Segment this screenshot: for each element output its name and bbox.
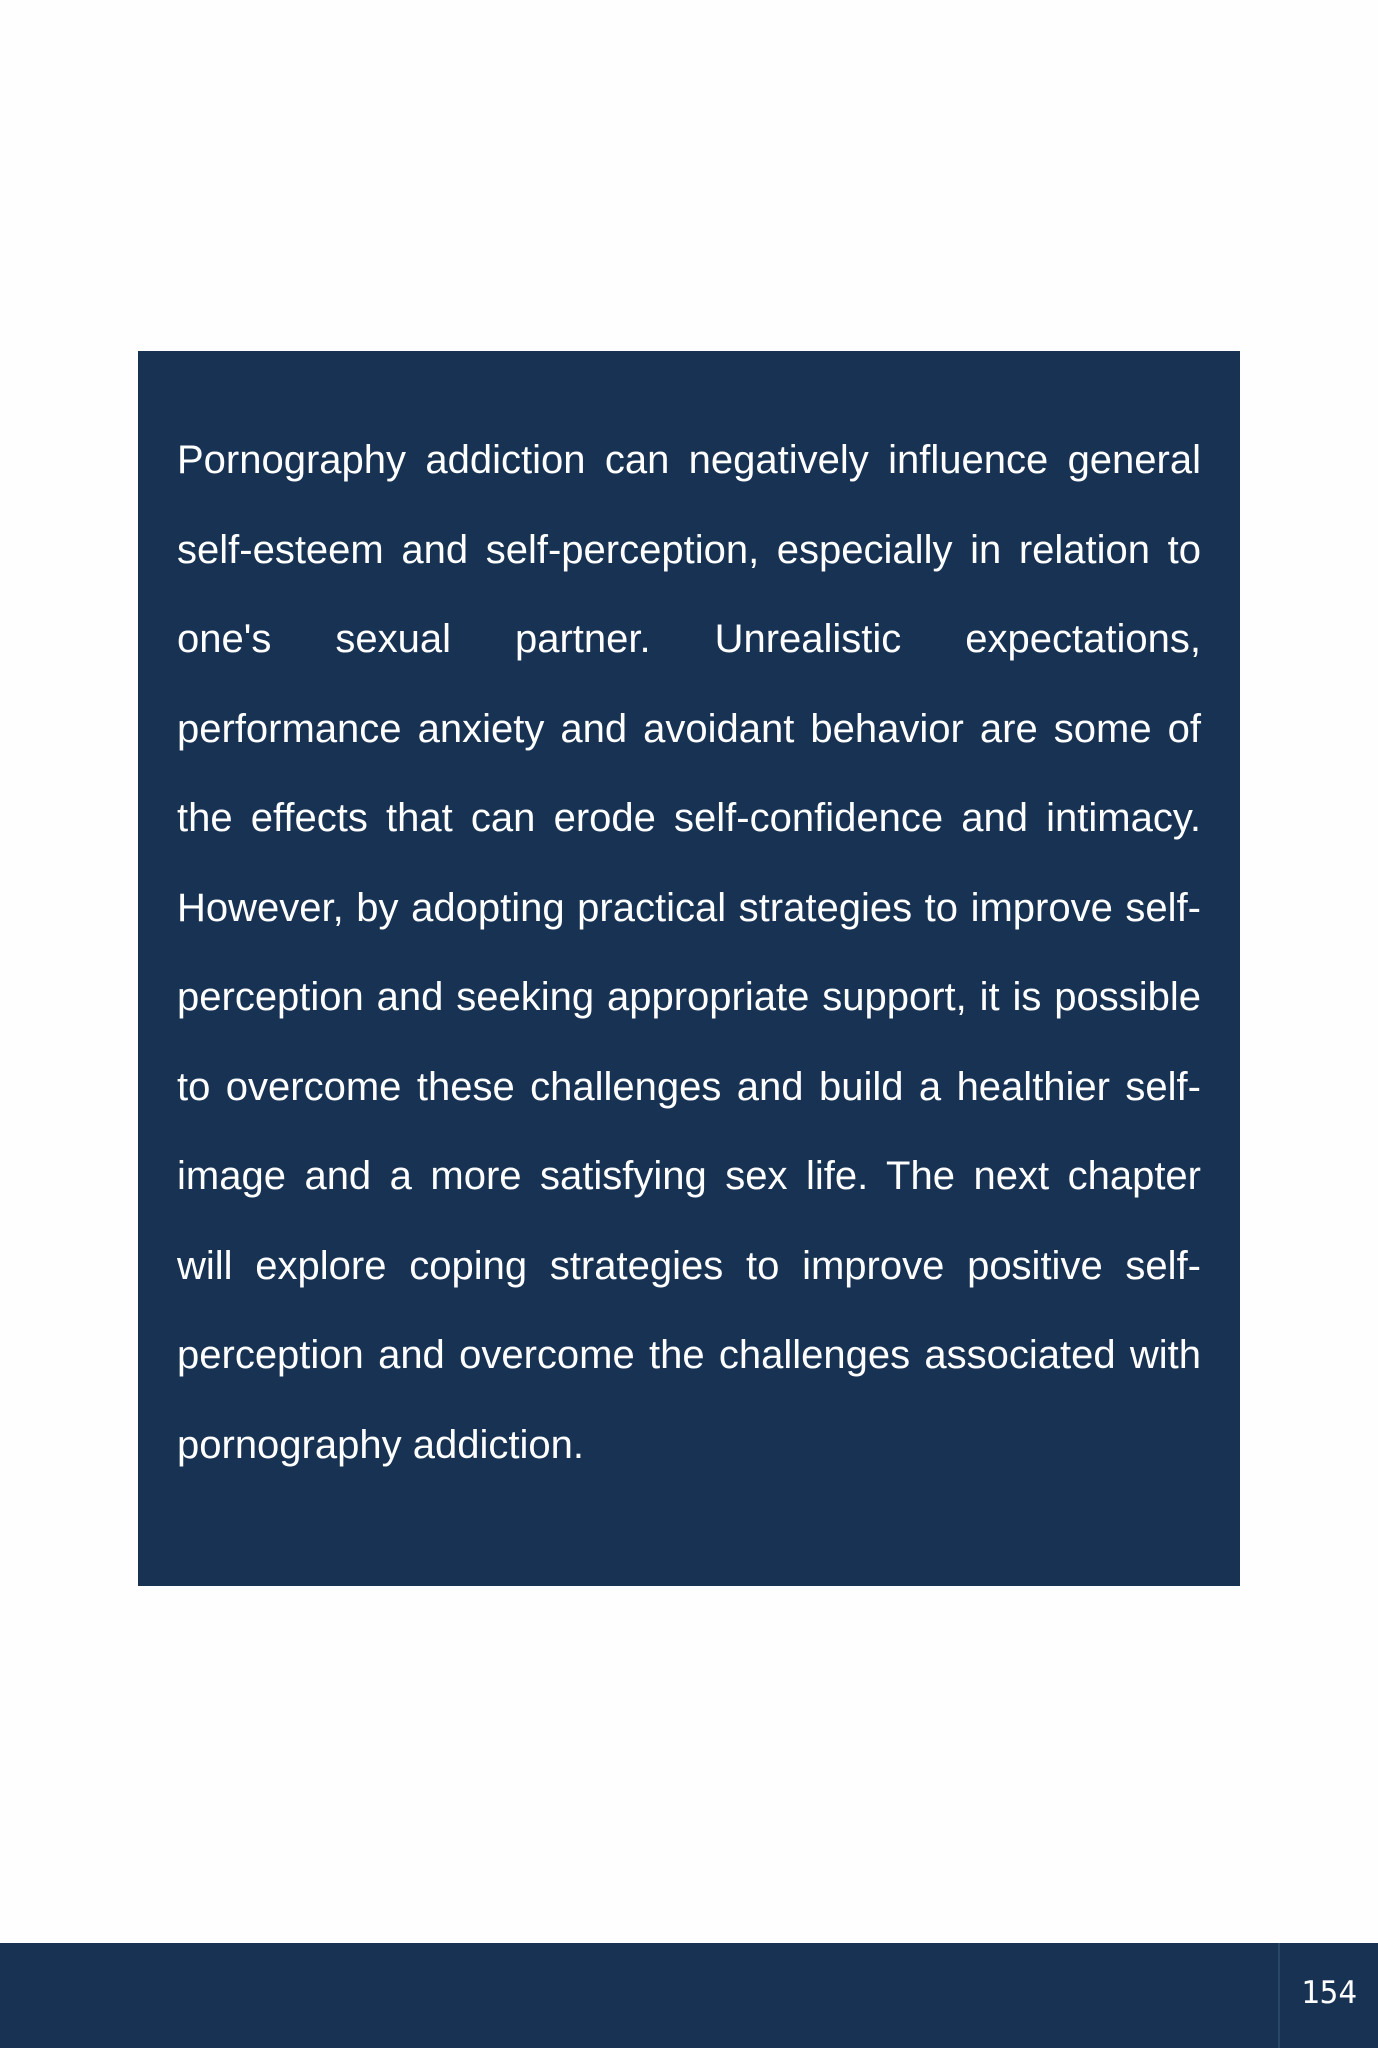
page-number: 154 — [1301, 1975, 1357, 2011]
footer-bar — [0, 1943, 1378, 2048]
text-panel — [138, 351, 1240, 1586]
body-paragraph: Pornography addiction can negatively influence general self-esteem and self-perception, especially in relation to one's sexual partner. Unrealistic expectations, performance anxiety and avoidant behavior are some of the effects that can erode self-confidence and intimacy. However, by adopting practical strategies to improve self-perception and seeking appropriate support, it is possible to overcome these challenges and build a healthier self-image and a more satisfying sex life. The next chapter will explore coping strategies to improve positive self-perception and overcome the challenges associated with pornography addiction. — [177, 438, 1201, 1467]
